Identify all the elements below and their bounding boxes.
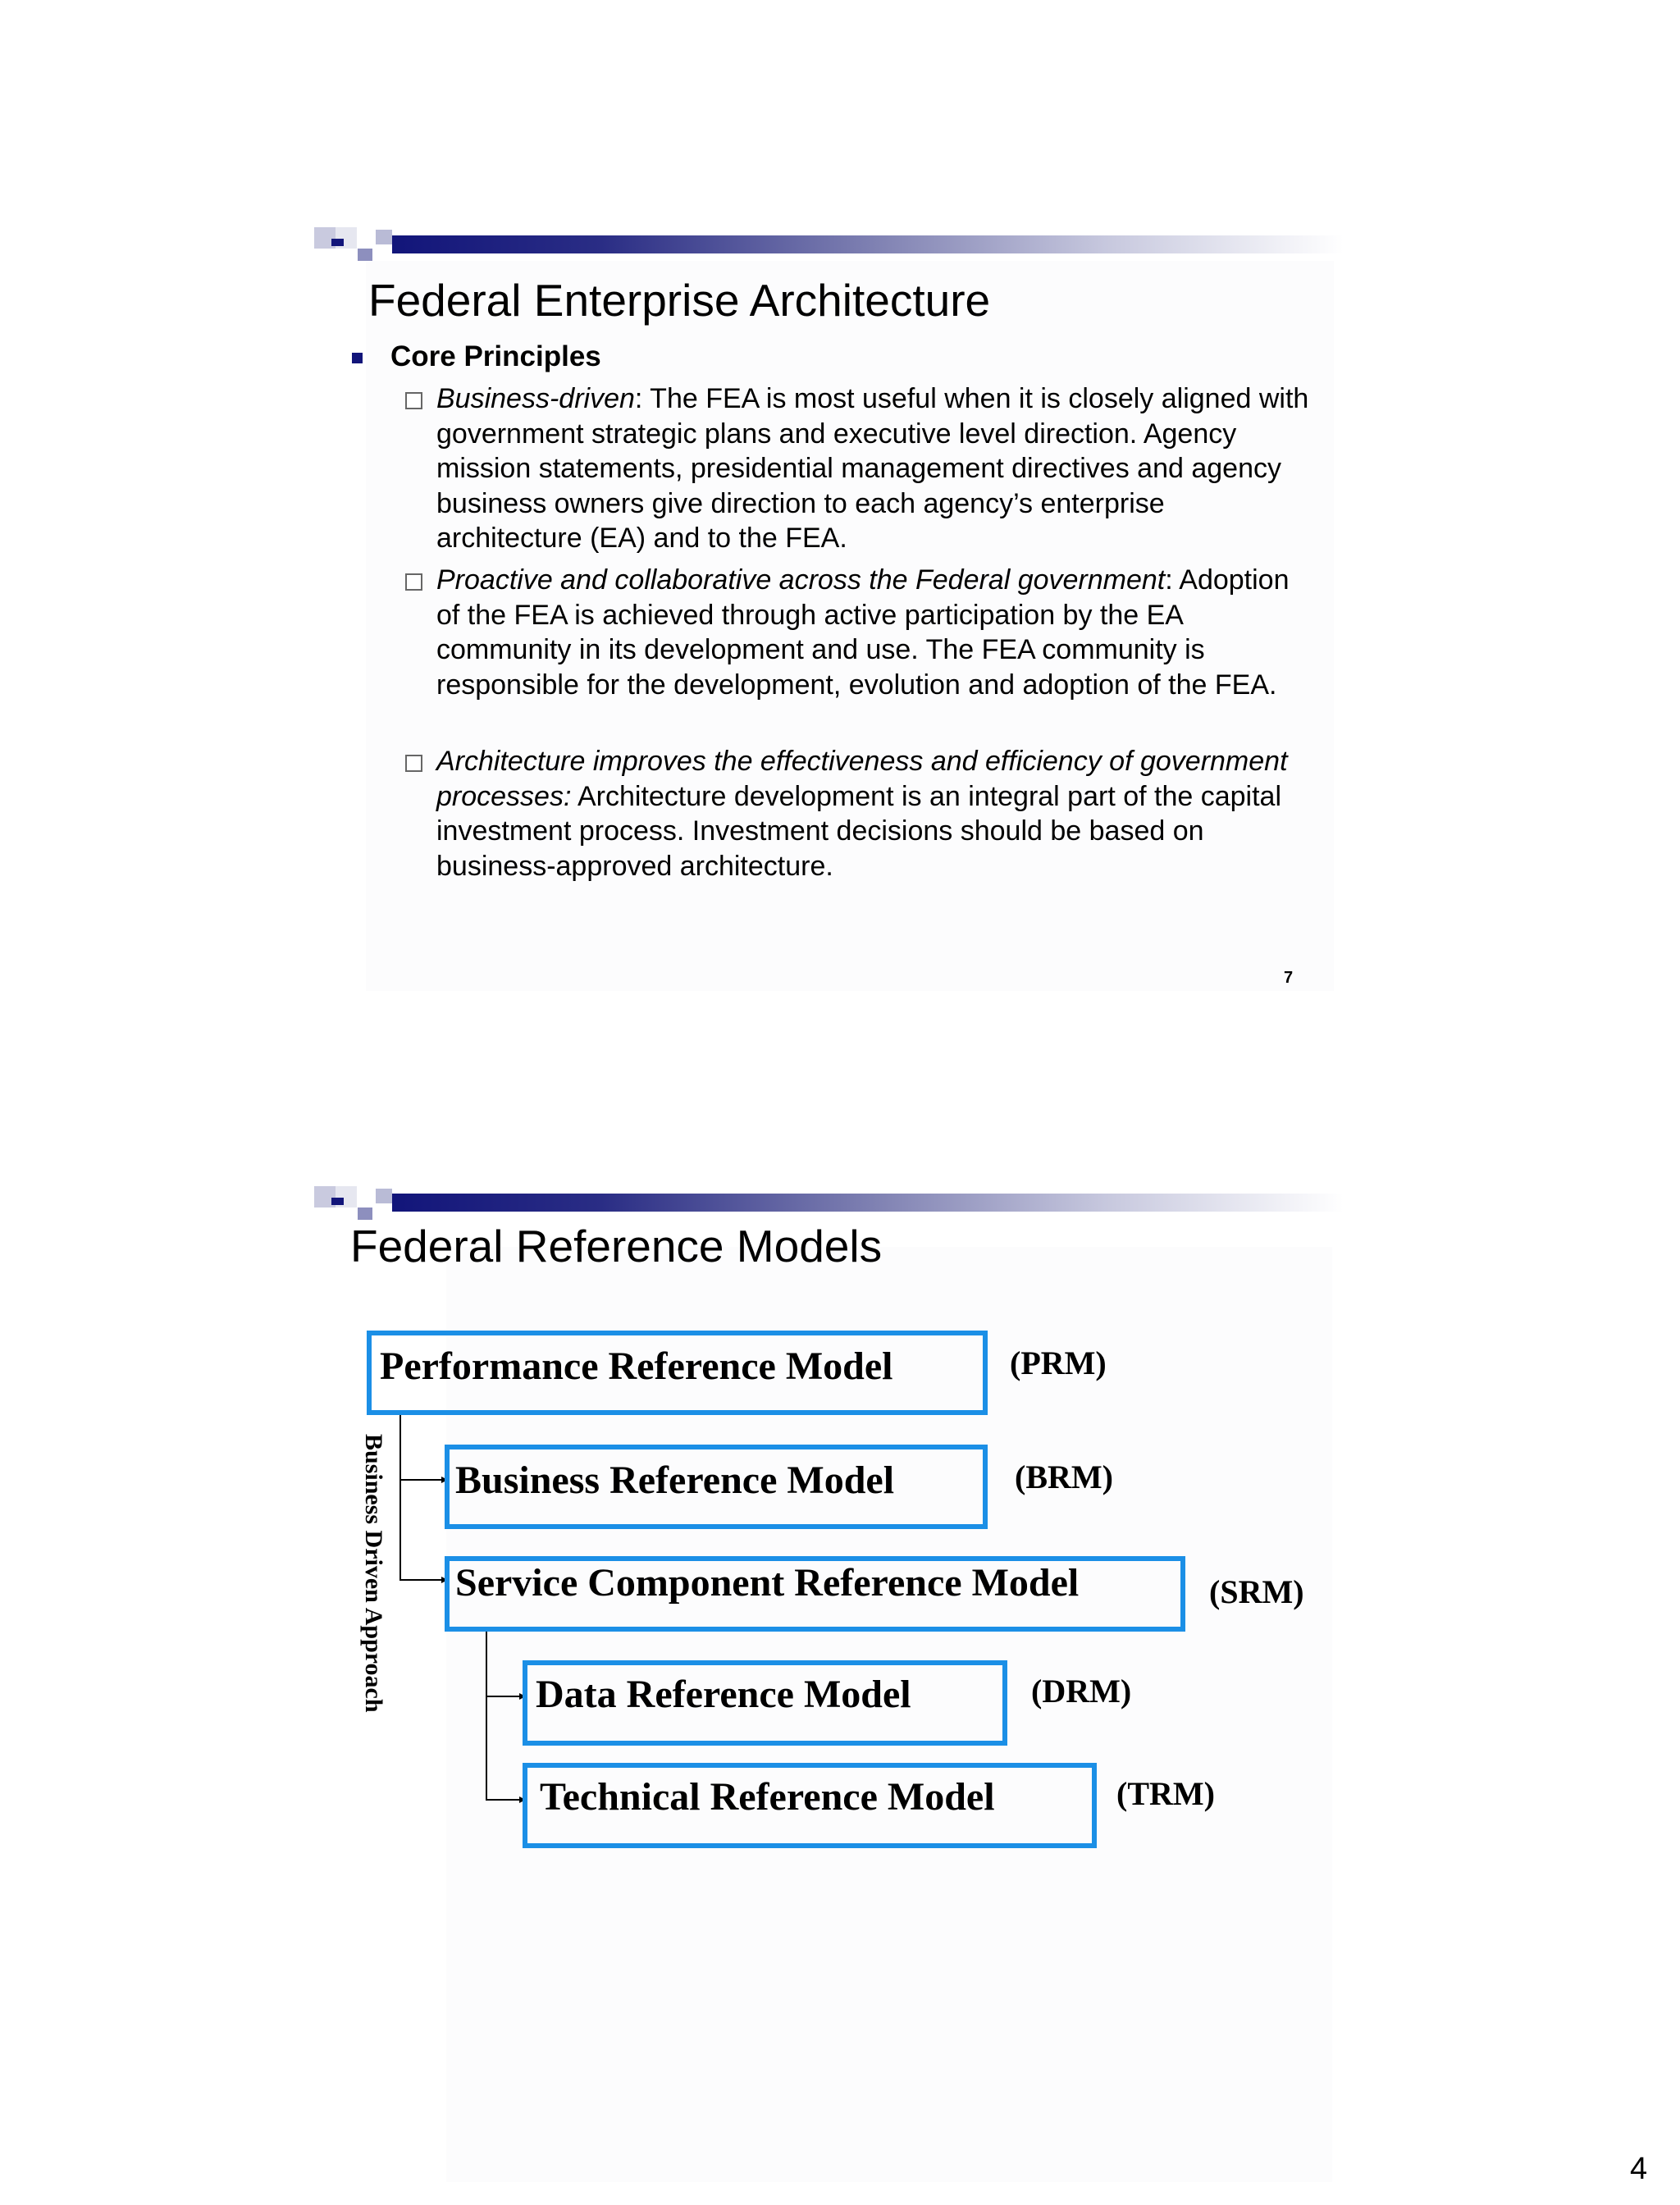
prm-abbr: (PRM): [1010, 1344, 1107, 1381]
trm-abbr: (TRM): [1116, 1775, 1215, 1812]
connector-arrow-srm: [400, 1413, 447, 1580]
connector-arrow-trm: [486, 1628, 525, 1800]
prm-label: Performance Reference Model: [380, 1344, 893, 1388]
vertical-axis-label: Business Driven Approach: [360, 1434, 387, 1713]
principle-1-term: Business-driven: [436, 383, 635, 414]
drm-abbr: (DRM): [1031, 1673, 1132, 1710]
brm-label: Business Reference Model: [455, 1459, 895, 1502]
page-number: 4: [1630, 2152, 1648, 2186]
srm-abbr: (SRM): [1209, 1573, 1304, 1610]
principle-3-text: Architecture development is an integral part of the capital investment process. Investment decisions should be based on business-approved architecture.: [436, 780, 1282, 882]
slide-1-number: 7: [1284, 969, 1294, 987]
slide-2-title: Federal Reference Models: [350, 1221, 883, 1271]
principle-2-text: : Adoption of the FEA is achieved through active participation by the EA community in its development and use. The FEA community is responsible for the development, evolution and adoption of the FEA.: [436, 564, 1290, 701]
principle-1-text: : The FEA is most useful when it is closely aligned with government strategic plans and executive level direction. Agency mission statements, presidential management directives and agency business owners give direction to each agency’s enterprise architecture (EA) and to the FEA.: [436, 383, 1309, 554]
principle-2-term: Proactive and collaborative across the Federal government: [436, 564, 1166, 596]
trm-label: Technical Reference Model: [540, 1775, 995, 1819]
drm-label: Data Reference Model: [536, 1673, 911, 1716]
core-principles-heading: Core Principles: [390, 340, 601, 372]
brm-abbr: (BRM): [1015, 1459, 1113, 1495]
srm-label: Service Component Reference Model: [455, 1561, 1080, 1605]
principle-3-term: Architecture improves the effectiveness and efficiency of government processes:: [436, 746, 1288, 812]
slide-1-title: Federal Enterprise Architecture: [368, 275, 991, 326]
